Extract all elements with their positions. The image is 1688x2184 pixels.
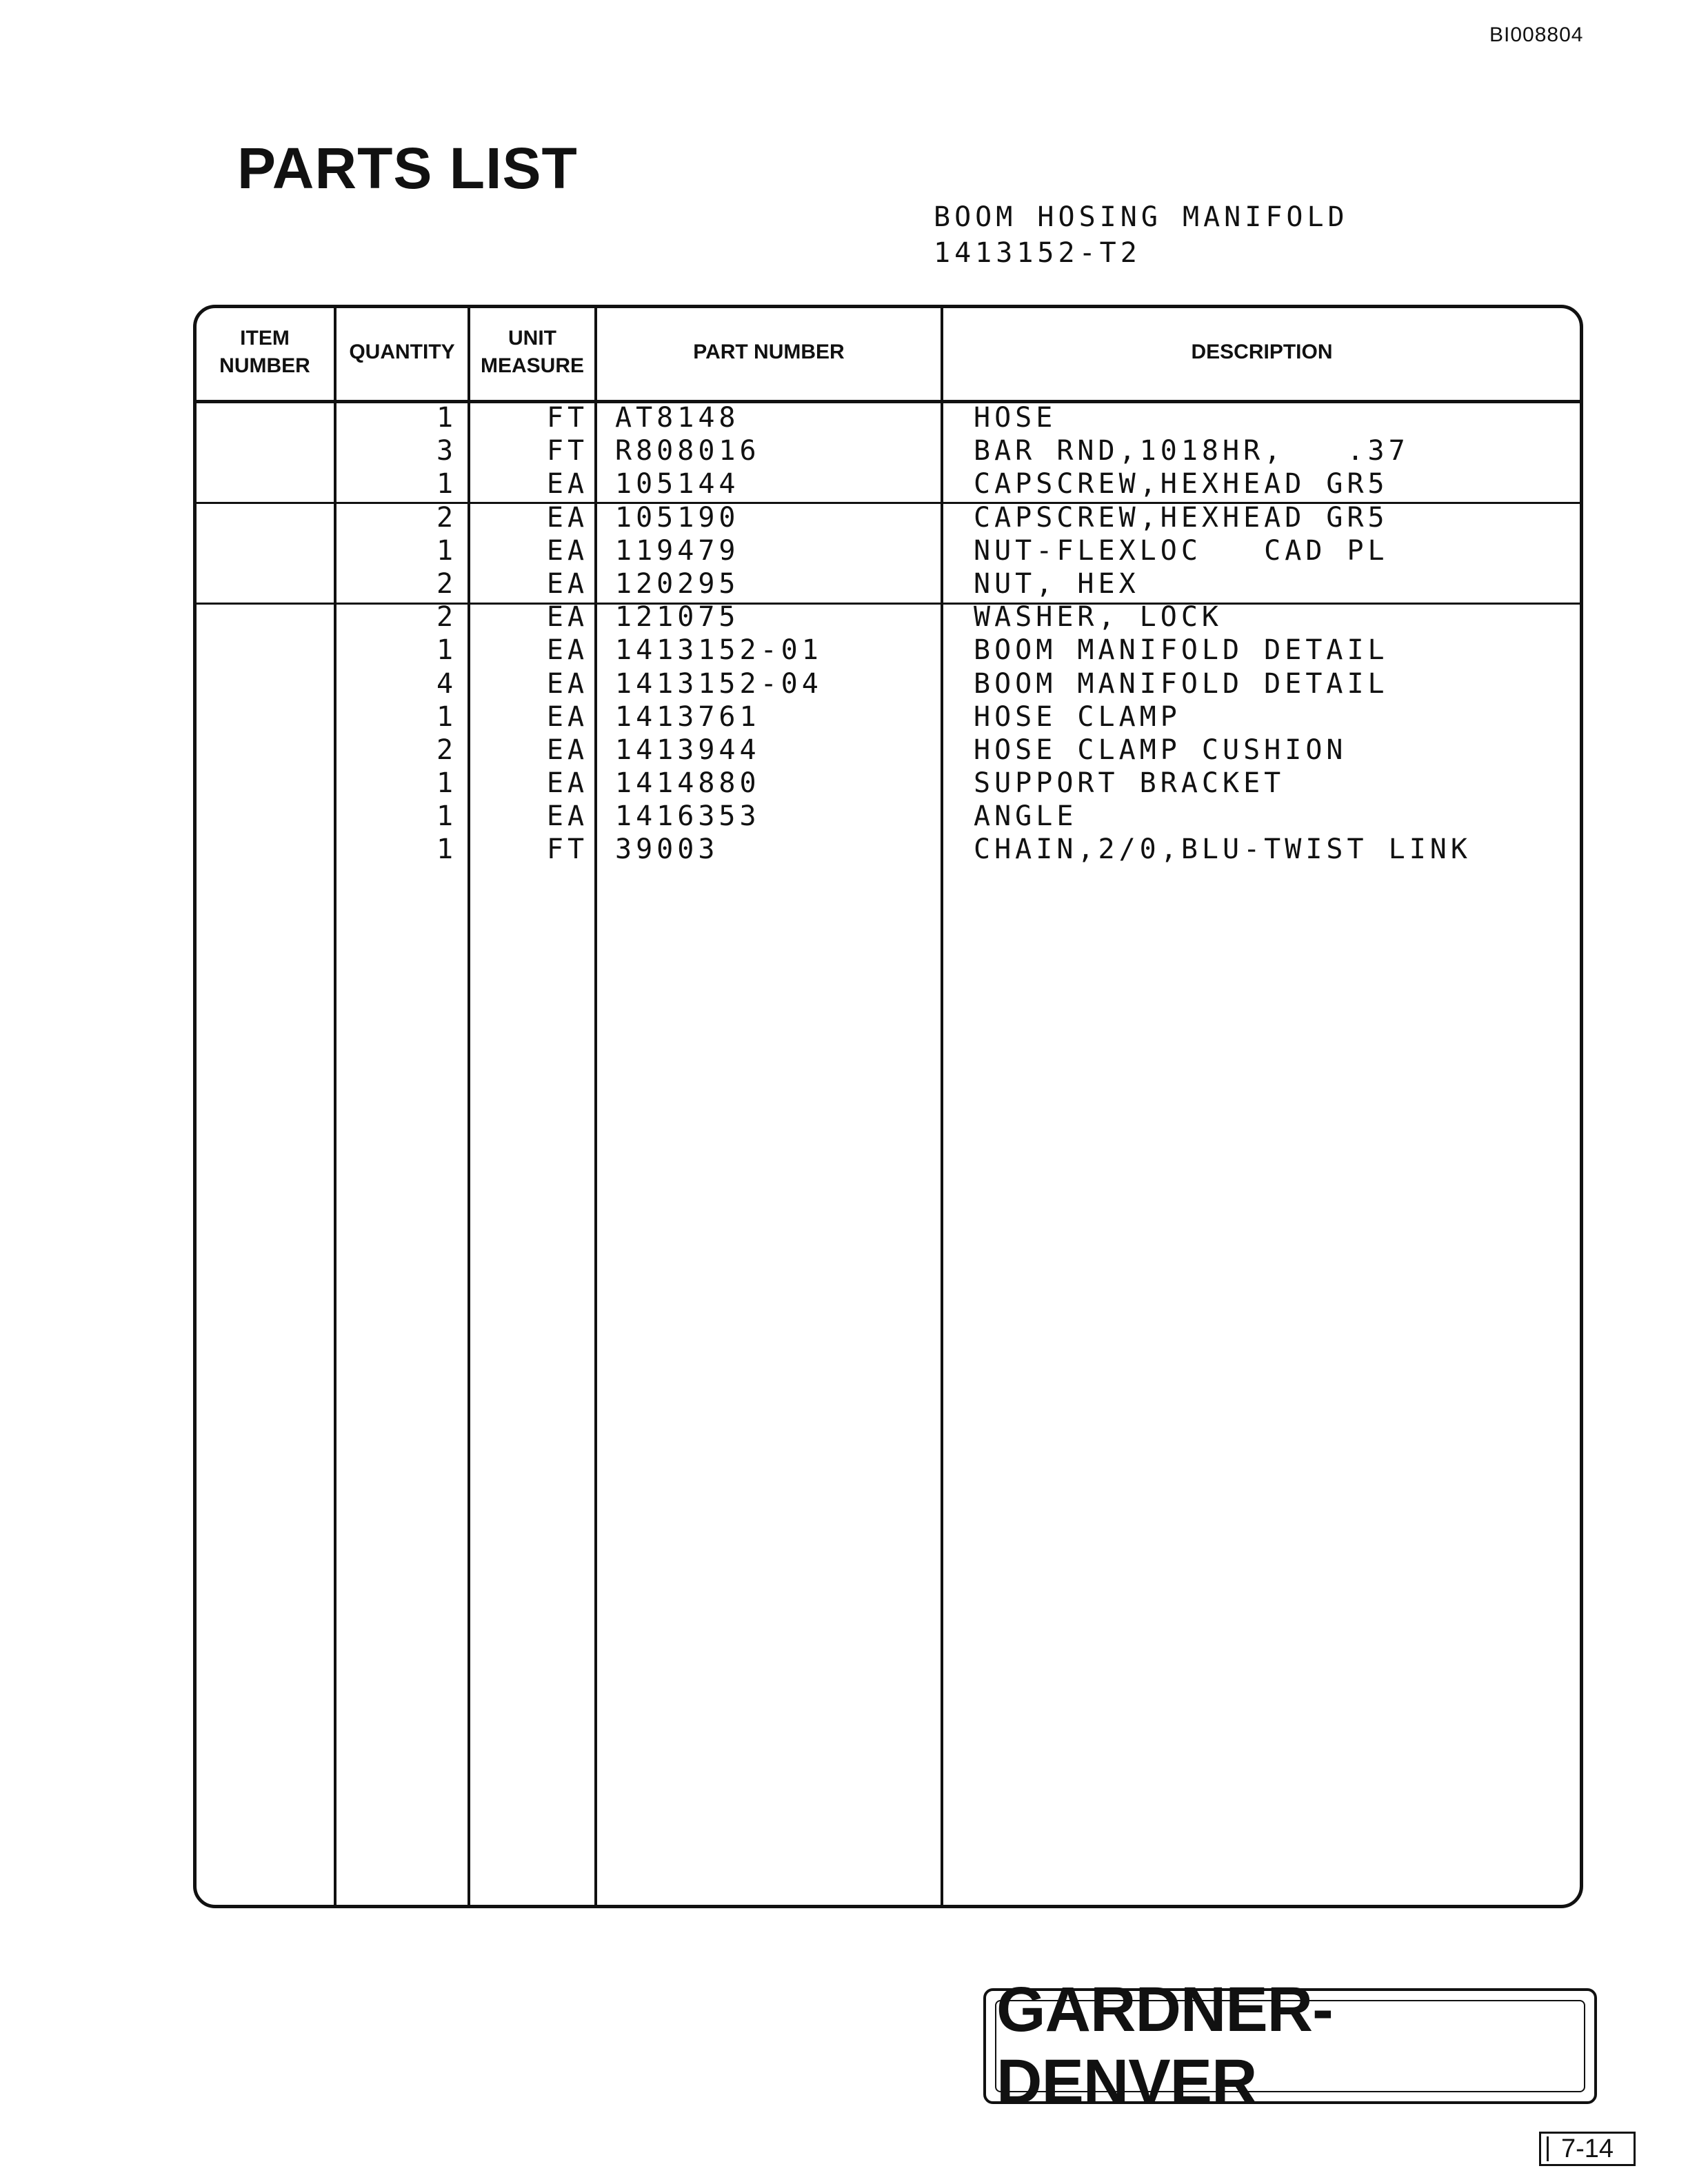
- description-cell: HOSE CLAMP: [974, 700, 1181, 733]
- description-cell: CHAIN,2/0,BLU-TWIST LINK: [974, 833, 1471, 866]
- quantity-cell: 3: [436, 435, 458, 467]
- part-number-cell: 1413152-01: [615, 634, 823, 667]
- header-quantity: QUANTITY: [349, 341, 455, 363]
- part-number-cell: 39003: [615, 833, 719, 866]
- description-cell: NUT-FLEXLOC CAD PL: [974, 534, 1389, 567]
- table-row: [193, 833, 1583, 866]
- part-number-cell: R808016: [615, 435, 761, 467]
- quantity-cell: 1: [436, 800, 458, 833]
- assembly-name: BOOM HOSING MANIFOLD: [934, 201, 1349, 233]
- description-cell: SUPPORT BRACKET: [974, 767, 1285, 800]
- unit-cell: EA: [546, 767, 589, 800]
- table-row: [193, 567, 1583, 600]
- unit-cell: EA: [546, 800, 589, 833]
- table-row: [193, 634, 1583, 667]
- unit-cell: EA: [546, 700, 589, 733]
- table-row: [193, 467, 1583, 501]
- unit-cell: EA: [546, 634, 589, 667]
- table-row: [193, 501, 1583, 534]
- part-number-cell: 1414880: [615, 767, 761, 800]
- description-cell: CAPSCREW,HEXHEAD GR5: [974, 468, 1389, 501]
- unit-cell: FT: [546, 402, 589, 434]
- table-row: [193, 667, 1583, 700]
- unit-cell: FT: [546, 833, 589, 866]
- quantity-cell: 1: [436, 767, 458, 800]
- table-row: [193, 434, 1583, 467]
- table-row: [193, 600, 1583, 634]
- description-cell: ANGLE: [974, 800, 1078, 833]
- part-number-cell: 1413152-04: [615, 667, 823, 700]
- assembly-number: 1413152-T2: [934, 237, 1141, 269]
- table-row: [193, 767, 1583, 800]
- quantity-cell: 2: [436, 501, 458, 534]
- quantity-cell: 1: [436, 634, 458, 667]
- parts-rows: [193, 401, 1583, 867]
- table-row: [193, 700, 1583, 734]
- unit-cell: EA: [546, 667, 589, 700]
- part-number-cell: 1413761: [615, 700, 761, 733]
- unit-cell: EA: [546, 534, 589, 567]
- part-number-cell: 119479: [615, 534, 740, 567]
- part-number-cell: AT8148: [615, 402, 740, 434]
- brand-logo: [983, 1974, 1597, 2117]
- quantity-cell: 2: [436, 734, 458, 766]
- quantity-cell: 1: [436, 833, 458, 866]
- header-unit-measure: UNIT MEASURE: [480, 327, 584, 377]
- unit-cell: EA: [546, 734, 589, 766]
- unit-cell: FT: [546, 435, 589, 467]
- document-id: BI008804: [1489, 23, 1584, 46]
- quantity-cell: 2: [436, 567, 458, 600]
- description-cell: BOOM MANIFOLD DETAIL: [974, 667, 1389, 700]
- quantity-cell: 1: [436, 700, 458, 733]
- description-cell: NUT, HEX: [974, 567, 1140, 600]
- description-cell: WASHER, LOCK: [974, 601, 1223, 634]
- unit-cell: EA: [546, 601, 589, 634]
- page-title: PARTS LIST: [237, 136, 578, 201]
- header-part-number: PART NUMBER: [693, 341, 845, 363]
- part-number-cell: 120295: [615, 567, 740, 600]
- quantity-cell: 1: [436, 468, 458, 501]
- description-cell: HOSE CLAMP CUSHION: [974, 734, 1347, 766]
- part-number-cell: 105190: [615, 501, 740, 534]
- description-cell: CAPSCREW,HEXHEAD GR5: [974, 501, 1389, 534]
- quantity-cell: 2: [436, 601, 458, 634]
- part-number-cell: 1416353: [615, 800, 761, 833]
- header-item-number: ITEM NUMBER: [219, 327, 310, 377]
- quantity-cell: 1: [436, 534, 458, 567]
- unit-cell: EA: [546, 501, 589, 534]
- unit-cell: EA: [546, 468, 589, 501]
- page-number: 7-14: [1539, 2132, 1636, 2166]
- quantity-cell: 4: [436, 667, 458, 700]
- unit-cell: EA: [546, 567, 589, 600]
- description-cell: HOSE: [974, 402, 1057, 434]
- table-row: [193, 534, 1583, 567]
- part-number-cell: 105144: [615, 468, 740, 501]
- brand-name: GARDNER-DENVER: [995, 2000, 1585, 2092]
- header-description: DESCRIPTION: [1191, 341, 1333, 363]
- description-cell: BAR RND,1018HR, .37: [974, 435, 1409, 467]
- description-cell: BOOM MANIFOLD DETAIL: [974, 634, 1389, 667]
- table-row: [193, 800, 1583, 833]
- quantity-cell: 1: [436, 402, 458, 434]
- table-row: [193, 401, 1583, 434]
- table-row: [193, 734, 1583, 767]
- part-number-cell: 1413944: [615, 734, 761, 766]
- part-number-cell: 121075: [615, 601, 740, 634]
